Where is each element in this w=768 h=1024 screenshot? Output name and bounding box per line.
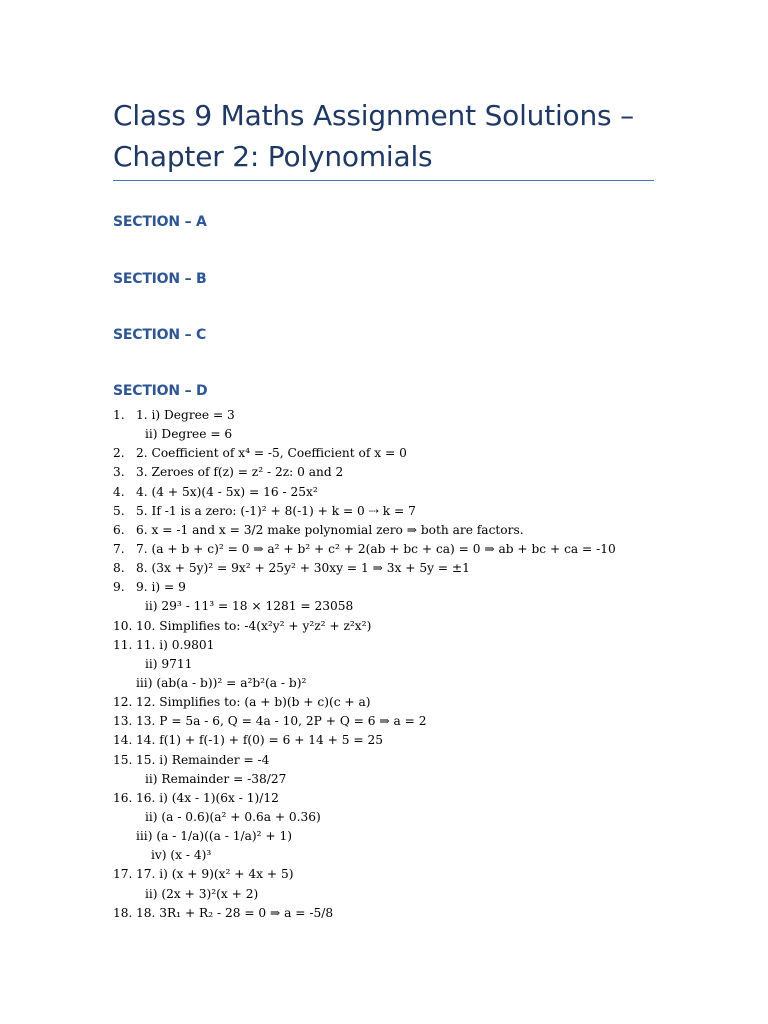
list-item [0, 444, 768, 463]
list-item-subpart: iv) (x - 4)³ [151, 848, 212, 863]
list-item [0, 751, 768, 770]
list-item-text: 4. (4 + 5x)(4 - 5x) = 16 - 25x² [136, 484, 318, 499]
section-heading-b: SECTION – B [113, 271, 207, 287]
answer-list [0, 406, 768, 923]
page-title [113, 95, 653, 177]
list-item-text: 15. i) Remainder = -4 [136, 752, 270, 767]
list-item-number: 16. [113, 790, 133, 805]
title-line-2: Chapter 2: Polynomials [113, 140, 433, 173]
list-item-text: 6. x = -1 and x = 3/2 make polynomial zero ⇒ both are factors. [136, 522, 524, 537]
list-item-text: 11. i) 0.9801 [136, 637, 215, 652]
list-item [0, 578, 768, 597]
list-item-text: 16. i) (4x - 1)(6x - 1)/12 [136, 790, 279, 805]
list-item-text: 13. P = 5a - 6, Q = 4a - 10, 2P + Q = 6 ⇒ a = 2 [136, 714, 427, 729]
list-item [0, 559, 768, 578]
list-item-text: 8. (3x + 5y)² = 9x² + 25y² + 30xy = 1 ⇒ 3x + 5y = ±1 [136, 561, 470, 576]
list-item-continuation [0, 770, 768, 789]
list-item [0, 712, 768, 731]
section-heading-c: SECTION – C [113, 327, 207, 343]
list-item-number: 7. [113, 541, 125, 556]
list-item-number: 14. [113, 733, 133, 748]
list-item [0, 540, 768, 559]
list-item [0, 521, 768, 540]
list-item-number: 12. [113, 695, 133, 710]
list-item-continuation [0, 597, 768, 616]
list-item-number: 1. [113, 408, 125, 422]
list-item-continuation [0, 885, 768, 904]
list-item-number: 4. [113, 484, 125, 499]
list-item-text: 2. Coefficient of x⁴ = -5, Coefficient of x = 0 [136, 446, 407, 461]
list-item-subpart: ii) Remainder = -38/27 [145, 771, 287, 786]
list-item-continuation [0, 655, 768, 674]
title-line-1: Class 9 Maths Assignment Solutions – [113, 99, 634, 132]
list-item-text: 1. i) Degree = 3 [136, 408, 235, 422]
list-item [0, 483, 768, 502]
list-item-continuation [0, 808, 768, 827]
list-item-number: 6. [113, 522, 125, 537]
list-item [0, 693, 768, 712]
list-item-number: 8. [113, 561, 125, 576]
list-item-subpart: ii) (2x + 3)²(x + 2) [145, 886, 259, 901]
list-item-text: 7. (a + b + c)² = 0 ⇒ a² + b² + c² + 2(ab + bc + ca) = 0 ⇒ ab + bc + ca = -10 [136, 541, 616, 556]
list-item-continuation [0, 425, 768, 444]
list-item-text: 5. If -1 is a zero: (-1)² + 8(-1) + k = 0 ⇢ k = 7 [136, 503, 416, 518]
list-item-number: 18. [113, 905, 133, 920]
list-item [0, 789, 768, 808]
list-item [0, 904, 768, 923]
list-item-text: 10. Simplifies to: -4(x²y² + y²z² + z²x²) [136, 618, 372, 633]
list-item [0, 502, 768, 521]
list-item-number: 10. [113, 618, 133, 633]
section-heading-d: SECTION – D [113, 383, 208, 399]
list-item-text: 9. i) = 9 [136, 580, 186, 595]
list-item-number: 15. [113, 752, 133, 767]
list-item [0, 617, 768, 636]
list-item [0, 865, 768, 884]
list-item-subpart: iii) (a - 1/a)((a - 1/a)² + 1) [136, 829, 292, 844]
list-item [0, 463, 768, 482]
list-item-text: 18. 3R₁ + R₂ - 28 = 0 ⇒ a = -5/8 [136, 905, 334, 920]
list-item [0, 731, 768, 750]
list-item-continuation [0, 846, 768, 865]
list-item [0, 406, 768, 425]
section-heading-a: SECTION – A [113, 214, 207, 230]
list-item-subpart: ii) Degree = 6 [145, 427, 233, 442]
list-item [0, 636, 768, 655]
list-item-number: 3. [113, 465, 125, 480]
list-item-subpart: ii) 29³ - 11³ = 18 × 1281 = 23058 [145, 599, 354, 614]
list-item-subpart: ii) 9711 [145, 656, 193, 671]
list-item-text: 14. f(1) + f(-1) + f(0) = 6 + 14 + 5 = 25 [136, 733, 383, 748]
list-item-number: 13. [113, 714, 133, 729]
list-item-number: 11. [113, 637, 133, 652]
list-item-continuation [0, 827, 768, 846]
title-underline [113, 180, 654, 181]
list-item-number: 2. [113, 446, 125, 461]
list-item-number: 5. [113, 503, 125, 518]
list-item-text: 12. Simplifies to: (a + b)(b + c)(c + a) [136, 695, 371, 710]
list-item-text: 17. i) (x + 9)(x² + 4x + 5) [136, 867, 294, 882]
list-item-continuation [0, 674, 768, 693]
list-item-number: 9. [113, 580, 125, 595]
list-item-subpart: iii) (ab(a - b))² = a²b²(a - b)² [136, 675, 307, 690]
list-item-number: 17. [113, 867, 133, 882]
list-item-subpart: ii) (a - 0.6)(a² + 0.6a + 0.36) [145, 809, 321, 824]
list-item-text: 3. Zeroes of f(z) = z² - 2z: 0 and 2 [136, 465, 344, 480]
